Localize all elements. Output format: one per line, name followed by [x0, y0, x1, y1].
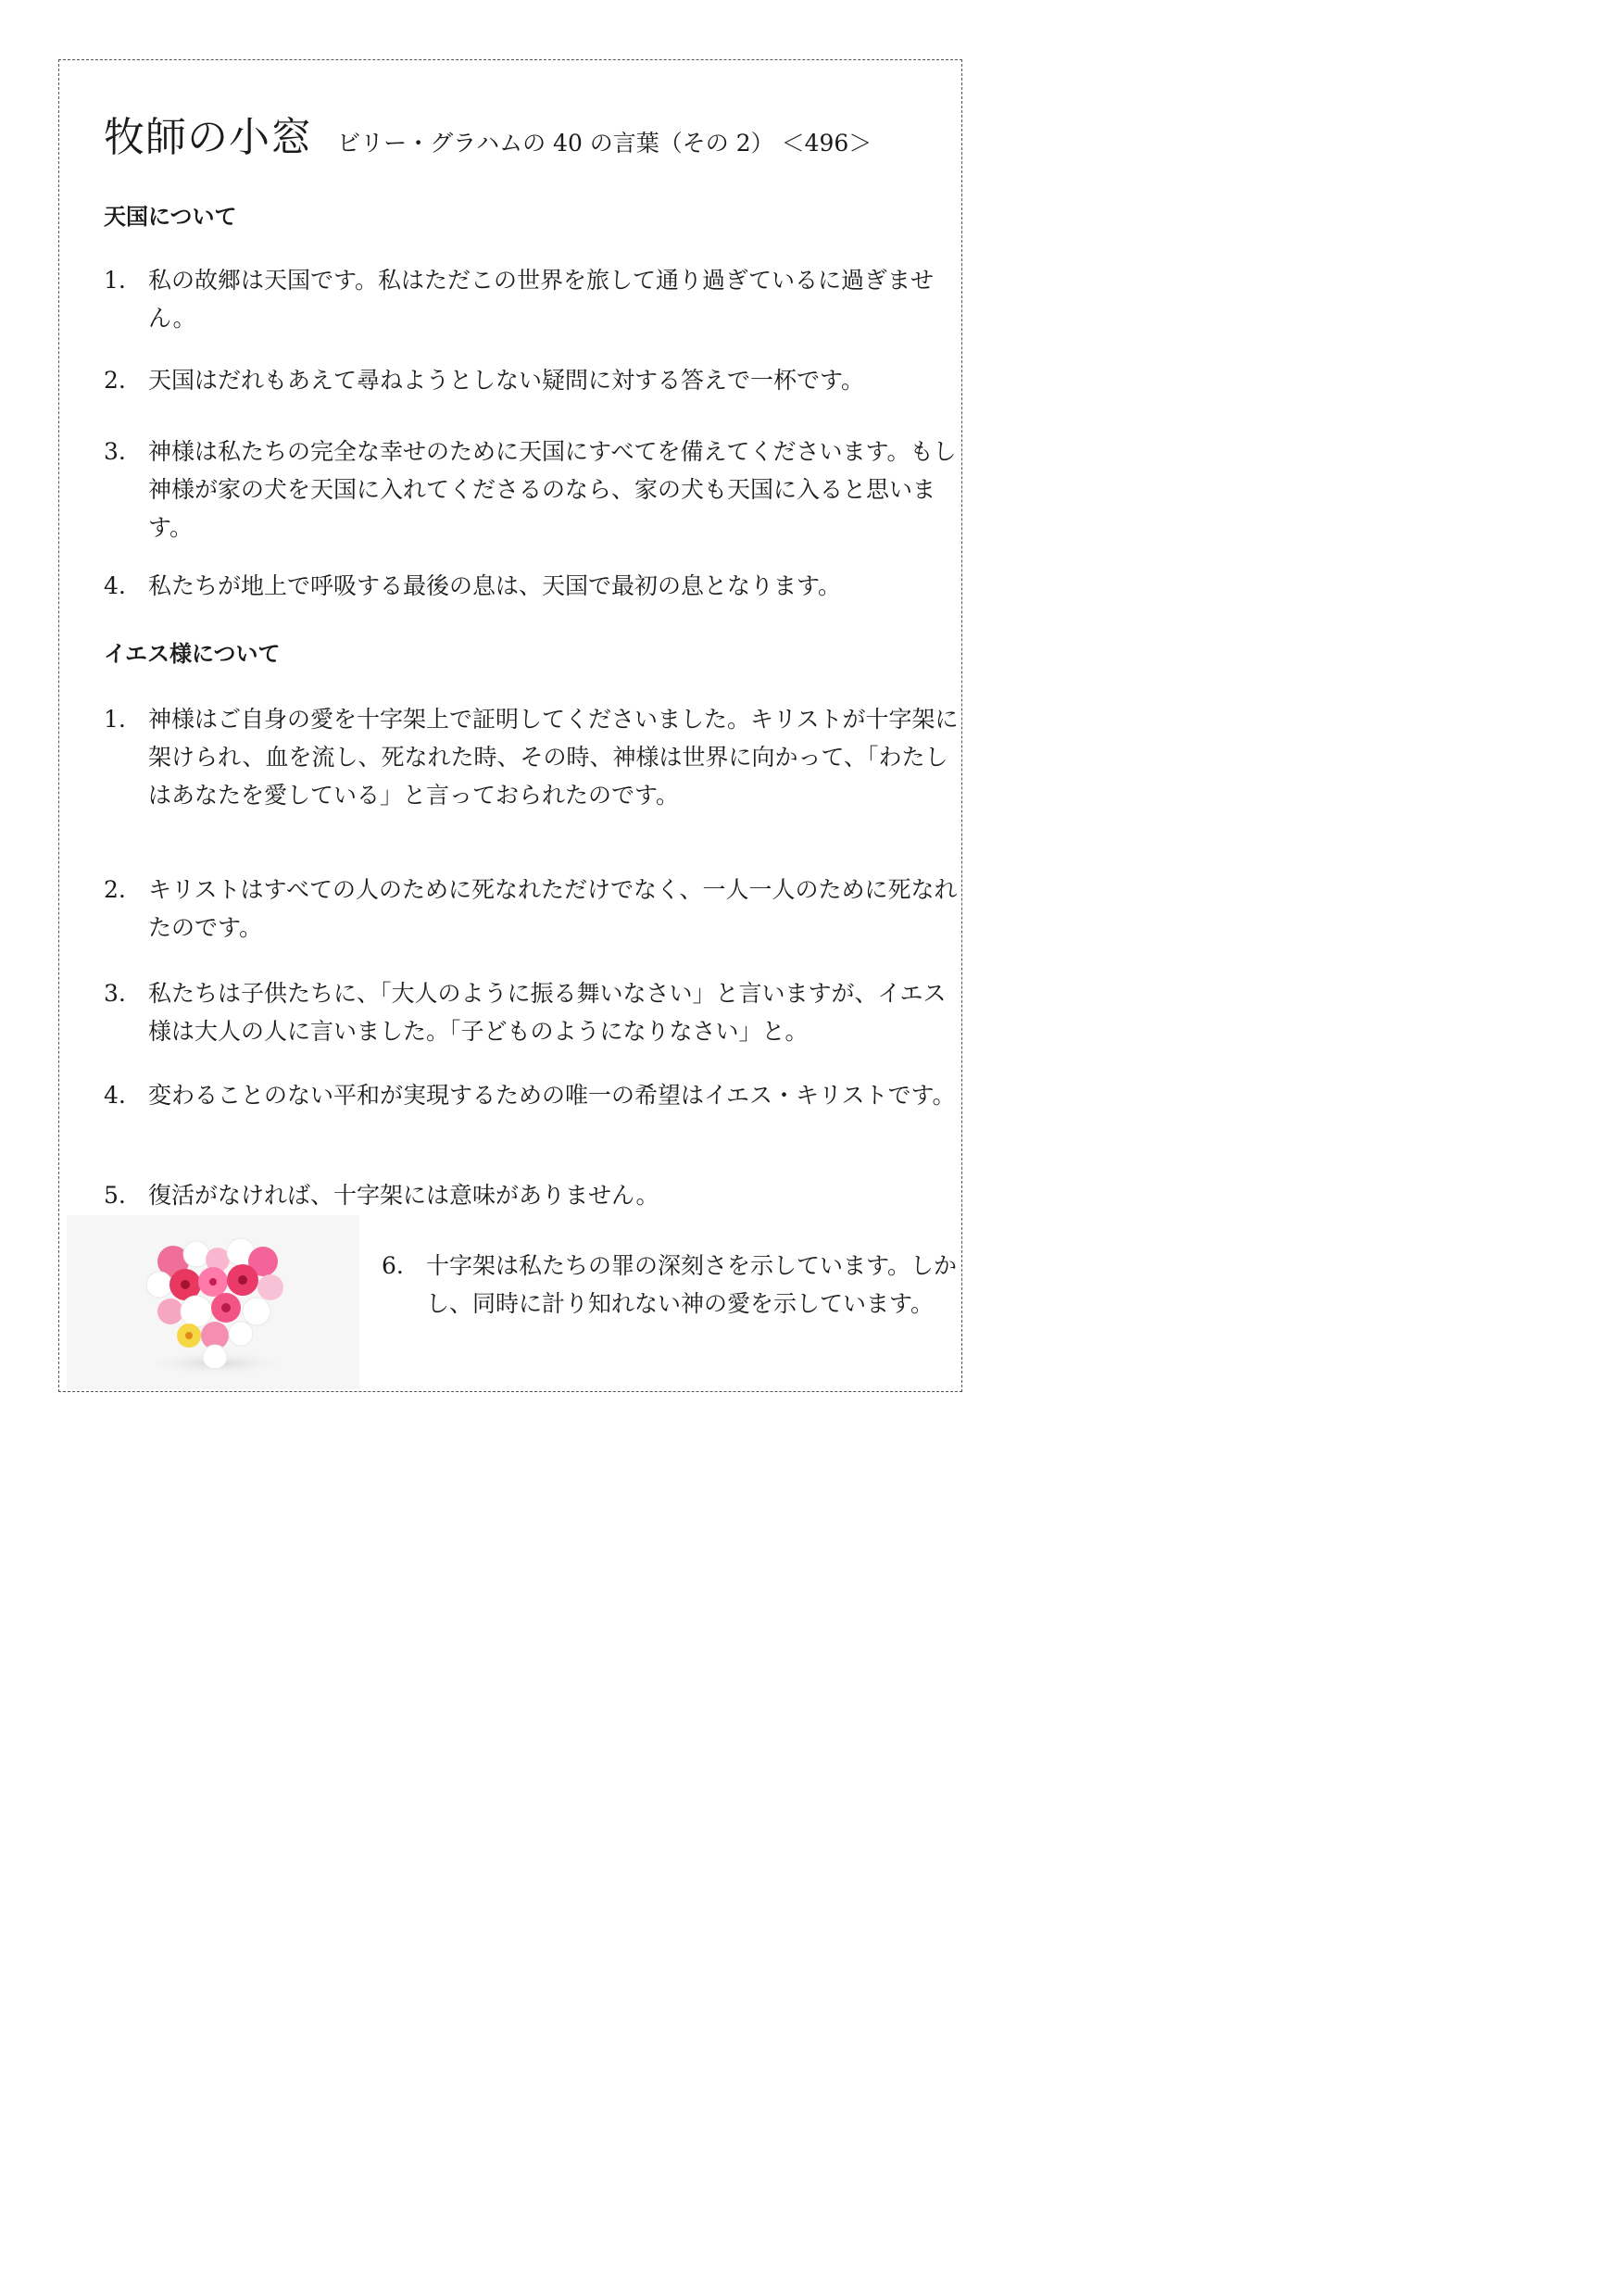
- list-item: [104, 974, 965, 1050]
- item-number: 4.: [104, 1082, 126, 1109]
- title-row: [104, 104, 872, 163]
- list-item: [104, 261, 965, 337]
- item-text: 十字架は私たちの罪の深刻さを示しています。しかし、同時に計り知れない神の愛を示しています。: [426, 1252, 958, 1317]
- list-item: [104, 567, 965, 605]
- item-text: キリストはすべての人のために死なれただけでなく、一人一人のために死なれたのです。: [148, 876, 958, 941]
- list-item: [104, 361, 965, 399]
- item-number: 3.: [104, 980, 126, 1007]
- item-text: 天国はだれもあえて尋ねようとしない疑問に対する答えで一杯です。: [148, 367, 865, 394]
- item-text: 変わることのない平和が実現するための唯一の希望はイエス・キリストです。: [148, 1082, 956, 1109]
- flower-heart-bouquet-icon: [67, 1215, 359, 1389]
- item-number: 6.: [382, 1252, 404, 1279]
- item-text: 私たちは子供たちに、「大人のように振る舞いなさい」と言いますが、イエス様は大人の人に言いました。「子どものようになりなさい」と。: [148, 980, 947, 1045]
- item-text: 復活がなければ、十字架には意味がありません。: [148, 1182, 659, 1209]
- item-number: 2.: [104, 367, 126, 394]
- page-title: 牧師の小窓: [104, 114, 312, 161]
- list-item: [382, 1247, 965, 1323]
- item-number: 1.: [104, 267, 126, 294]
- item-number: 2.: [104, 876, 126, 903]
- item-number: 3.: [104, 438, 126, 465]
- section-heading-jesus: イエス様について: [104, 641, 281, 667]
- item-number: 4.: [104, 572, 126, 599]
- list-item: [104, 871, 965, 947]
- list-item: [104, 433, 965, 546]
- page-subtitle: ビリー・グラハムの 40 の言葉（その 2） ＜496＞: [337, 130, 872, 157]
- item-text: 私の故郷は天国です。私はただこの世界を旅して通り過ぎているに過ぎません。: [148, 267, 935, 332]
- item-number: 5.: [104, 1182, 126, 1209]
- list-item: [104, 700, 965, 814]
- list-item: [104, 1076, 965, 1114]
- list-item: [104, 1176, 965, 1214]
- item-number: 1.: [104, 706, 126, 733]
- item-text: 神様は私たちの完全な幸せのために天国にすべてを備えてくださいます。もし神様が家の犬を天国に入れてくださるのなら、家の犬も天国に入ると思います。: [148, 438, 957, 541]
- flower-heart-image: [67, 1215, 359, 1389]
- item-text: 神様はご自身の愛を十字架上で証明してくださいました。キリストが十字架に架けられ、血を流し、死なれた時、その時、神様は世界に向かって、「わたしはあなたを愛している」と言っておられたのです。: [148, 706, 959, 809]
- item-text: 私たちが地上で呼吸する最後の息は、天国で最初の息となります。: [148, 572, 842, 599]
- section-heading-heaven: 天国について: [104, 204, 237, 230]
